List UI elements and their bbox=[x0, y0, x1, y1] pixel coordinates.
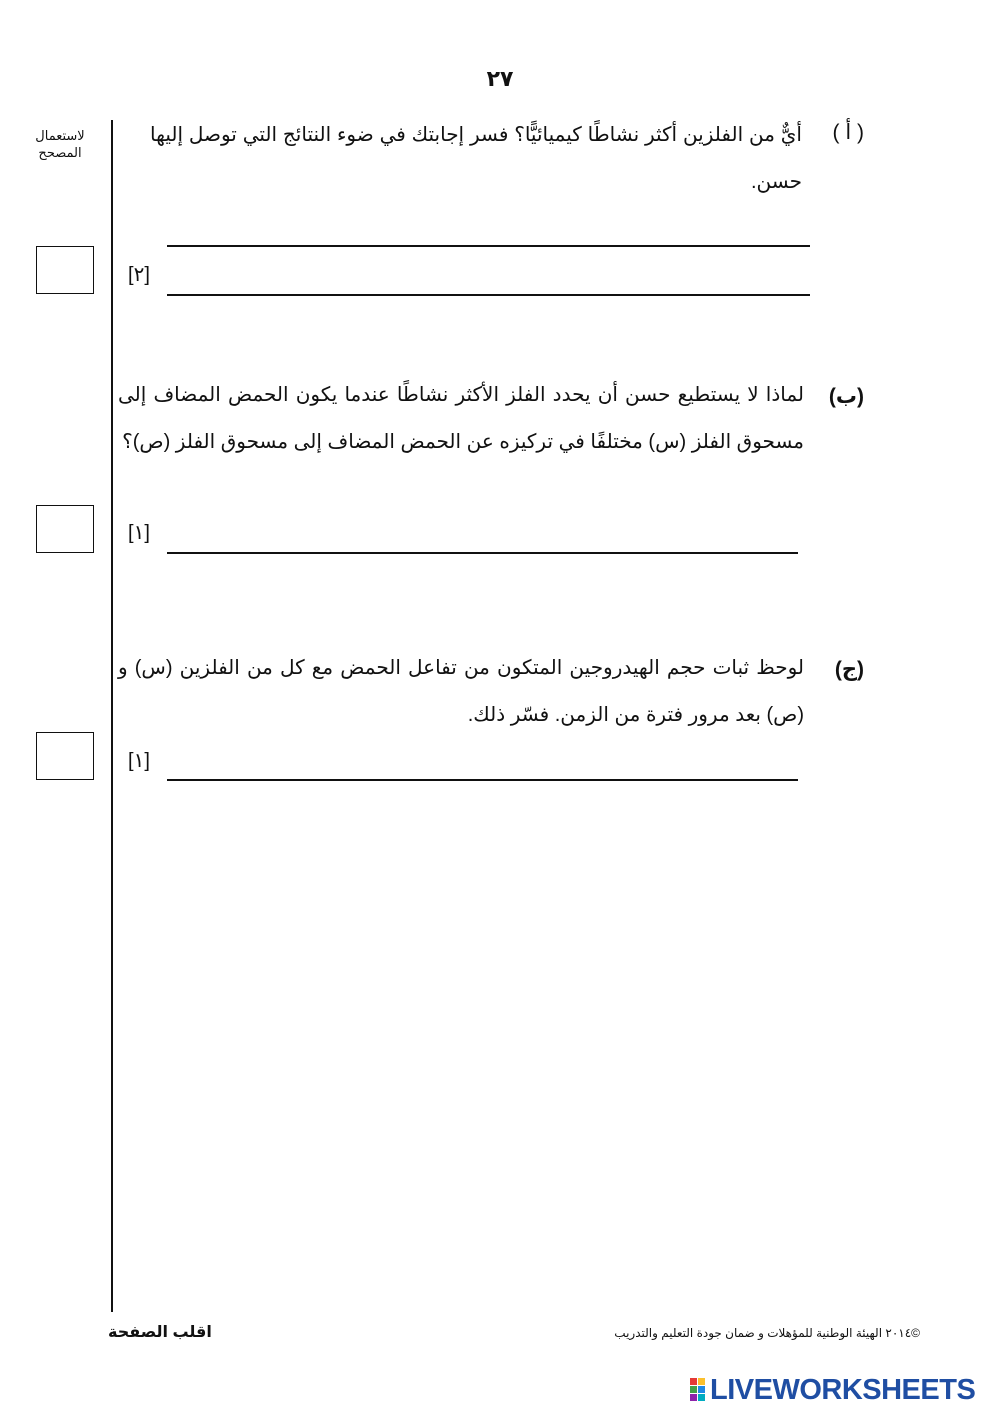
answer-line[interactable] bbox=[167, 245, 810, 247]
page-number: ٢٧ bbox=[486, 66, 514, 91]
question-c-text: لوحظ ثبات حجم الهيدروجين المتكون من تفاعل الحمض مع كل من الفلزين (س) و (ص) بعد مرور فترة من الزمن. فسّر ذلك. bbox=[118, 657, 804, 726]
question-b-marks: [١] bbox=[128, 522, 150, 544]
question-c-marks: [١] bbox=[128, 750, 150, 772]
question-a-text: أيٌّ من الفلزين أكثر نشاطًا كيميائيًّا؟ فسر إجابتك في ضوء النتائج التي توصل إليها حسن. bbox=[150, 124, 802, 193]
question-a-mark-box[interactable] bbox=[36, 246, 94, 294]
liveworksheets-logo bbox=[690, 1372, 990, 1408]
question-b-text: لماذا لا يستطيع حسن أن يحدد الفلز الأكثر نشاطًا عندما يكون الحمض المضاف إلى مسحوق الفلز (س) مختلفًا في تركيزه عن الحمض المضاف إلى مسحوق الفلز (ص)؟ bbox=[118, 384, 804, 453]
question-c-mark-box[interactable] bbox=[36, 732, 94, 780]
question-a-marks: [٢] bbox=[128, 264, 150, 286]
logo-text: LIVEWORKSHEETS bbox=[710, 1374, 976, 1406]
answer-line[interactable] bbox=[167, 294, 810, 296]
question-a-label: ( أ ) bbox=[832, 121, 864, 144]
examiner-use-label: لاستعمال المصحح bbox=[35, 128, 85, 160]
answer-line[interactable] bbox=[167, 779, 798, 781]
copyright-notice: ©٢٠١٤ الهيئة الوطنية للمؤهلات و ضمان جودة التعليم والتدريب bbox=[614, 1326, 920, 1340]
turn-page-label: اقلب الصفحة bbox=[108, 1324, 212, 1341]
answer-line[interactable] bbox=[167, 552, 798, 554]
question-b-label: (ب) bbox=[828, 385, 864, 408]
logo-squares-icon bbox=[690, 1378, 708, 1402]
margin-divider bbox=[111, 120, 113, 1312]
question-b-mark-box[interactable] bbox=[36, 505, 94, 553]
question-c-label: (ج) bbox=[834, 658, 864, 681]
